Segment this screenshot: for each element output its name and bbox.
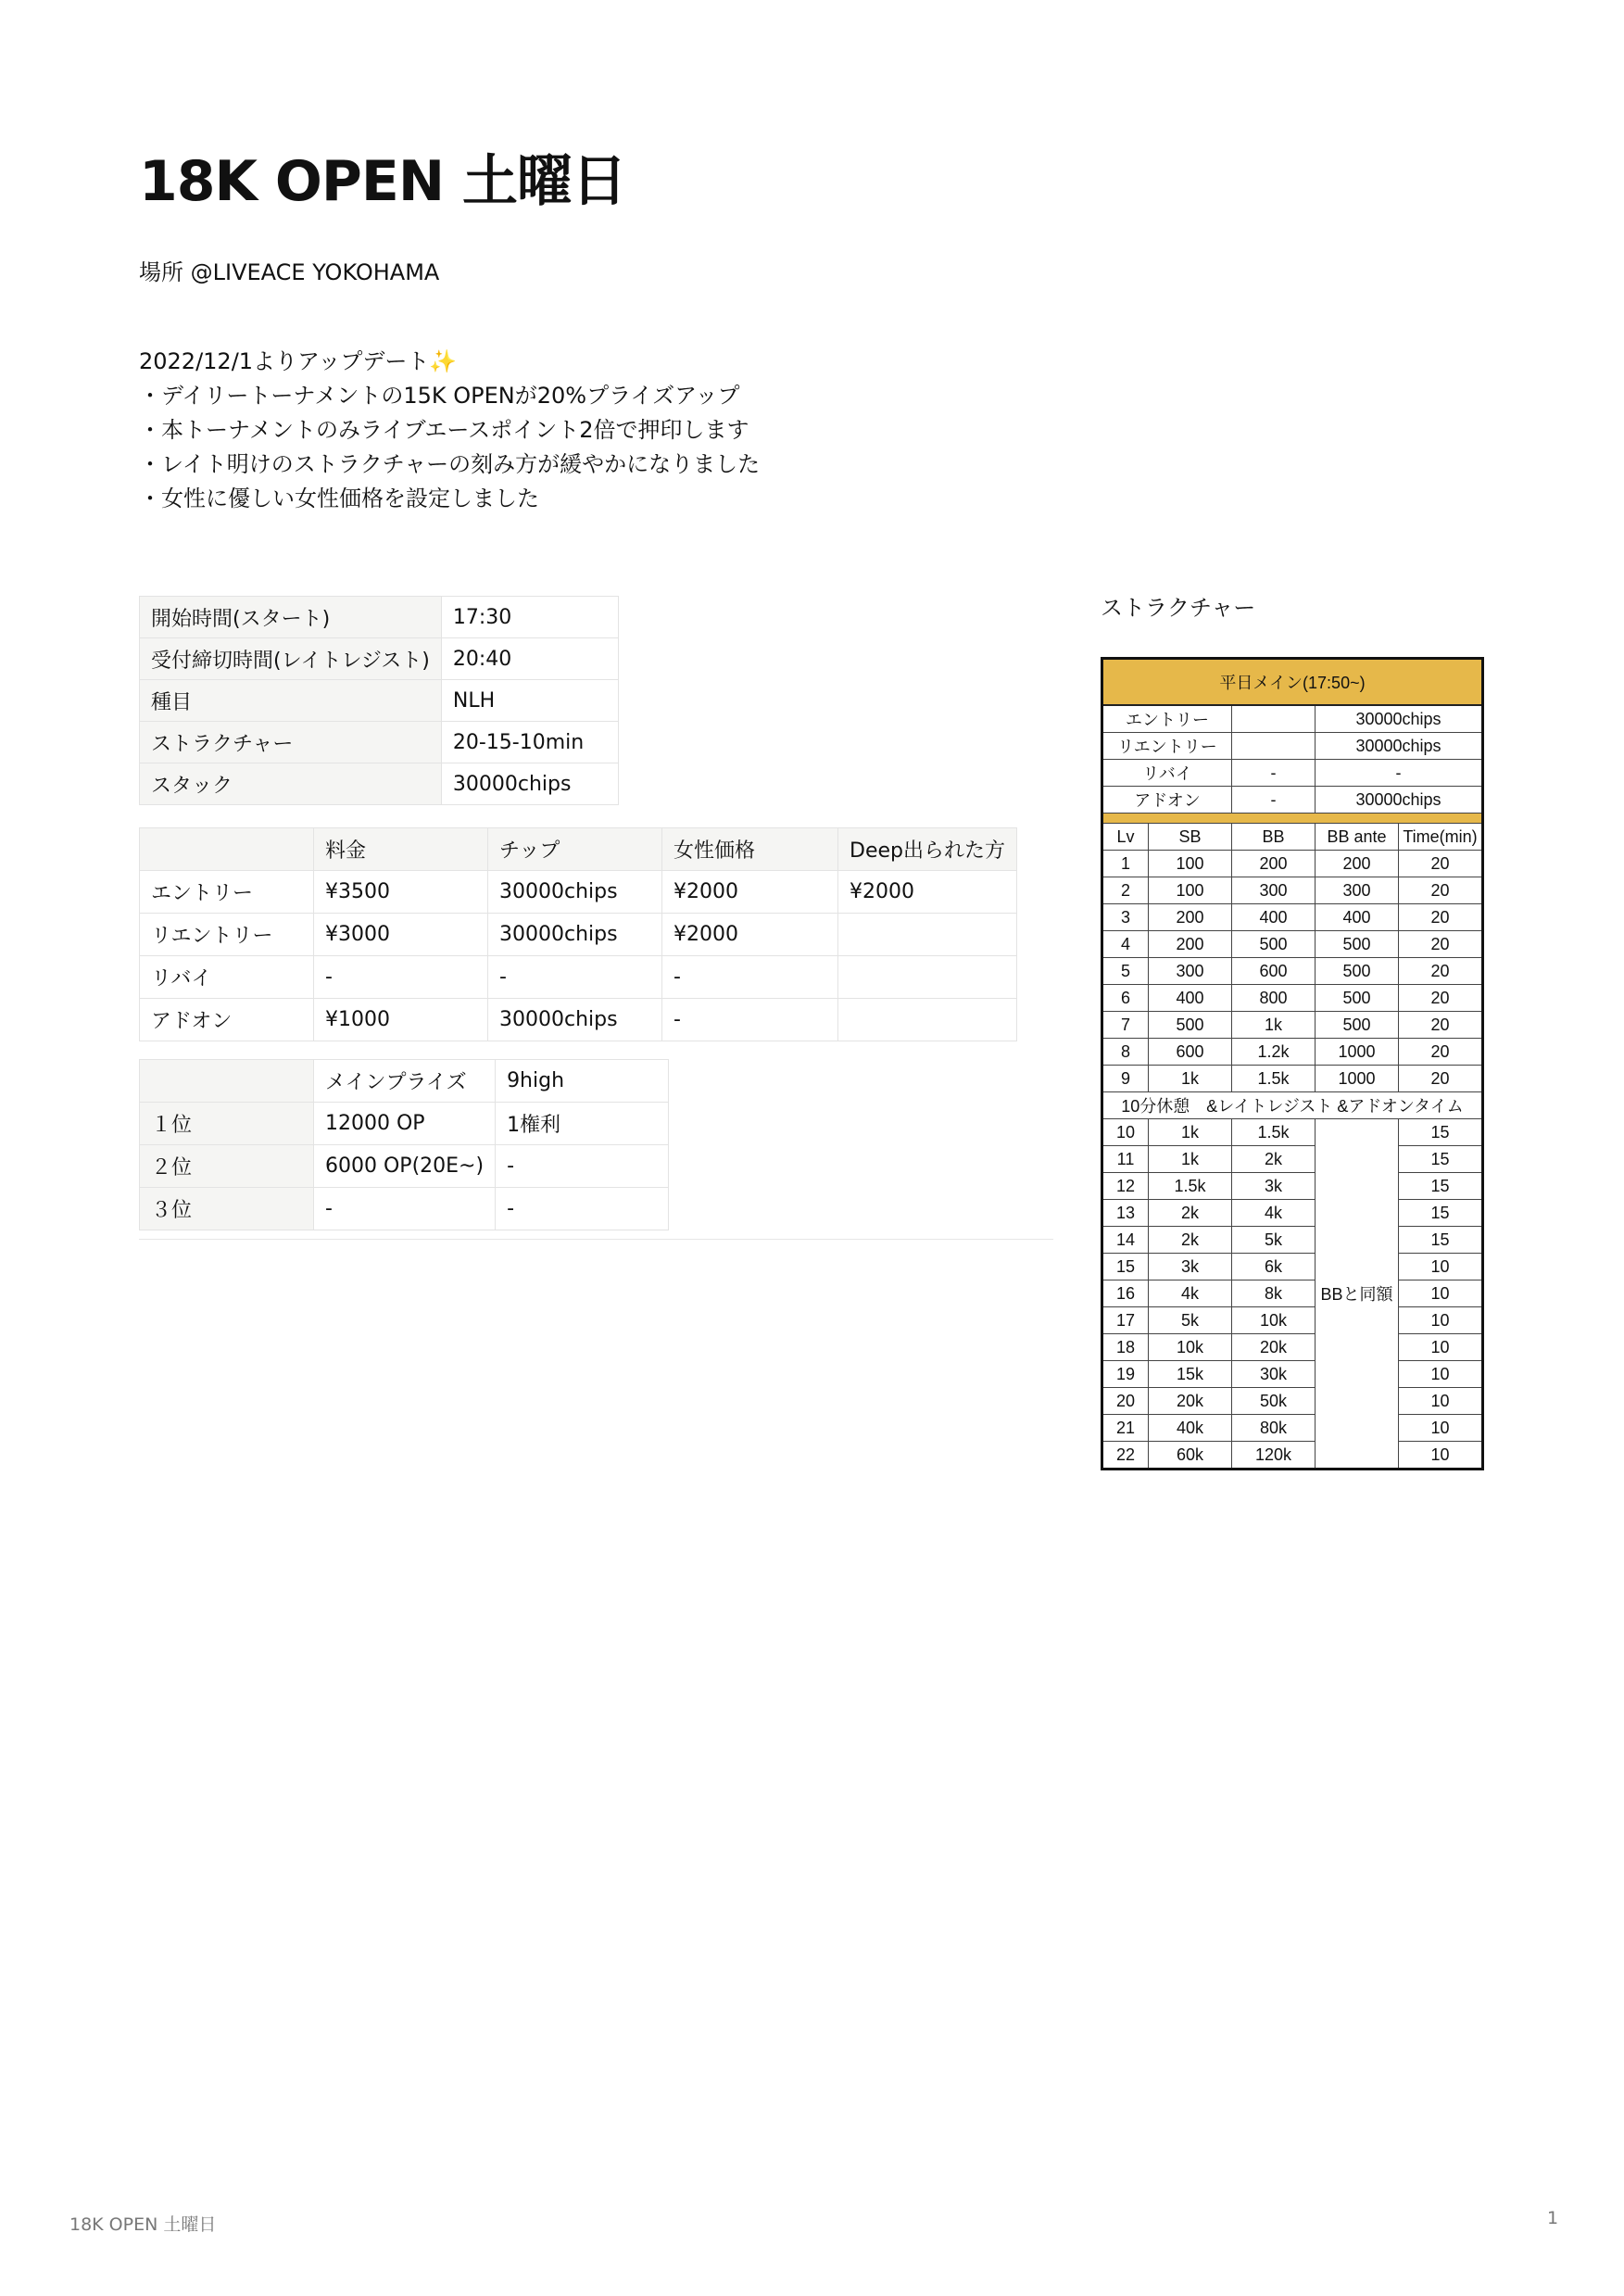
level-cell: 500 [1316, 1012, 1399, 1039]
level-cell: 10 [1399, 1307, 1483, 1334]
table-row [140, 999, 1017, 1041]
level-row [1102, 1280, 1483, 1307]
table-header-row [140, 828, 1017, 871]
summary-value: 17:30 [441, 597, 618, 638]
level-cell: 14 [1102, 1227, 1149, 1254]
entry-label: アドオン [1102, 787, 1232, 814]
level-row [1102, 1361, 1483, 1388]
table-cell: - [662, 999, 838, 1041]
fees-table [139, 827, 1017, 1041]
level-cell: 20 [1399, 904, 1483, 931]
structure-entry-row [1102, 787, 1483, 814]
summary-value: 20-15-10min [441, 722, 618, 763]
entry-cell: 30000chips [1316, 705, 1483, 733]
structure-separator [1102, 814, 1483, 824]
summary-label: 受付締切時間(レイトレジスト) [140, 638, 442, 680]
column-header: BB [1232, 824, 1316, 851]
level-cell: 1k [1149, 1066, 1232, 1092]
level-row [1102, 1227, 1483, 1254]
level-cell: 15 [1102, 1254, 1149, 1280]
table-cell: ¥2000 [662, 871, 838, 914]
level-cell: 800 [1232, 985, 1316, 1012]
level-cell: 1k [1149, 1119, 1232, 1146]
level-row [1102, 985, 1483, 1012]
level-row [1102, 851, 1483, 877]
level-row [1102, 1388, 1483, 1415]
summary-label: 種目 [140, 680, 442, 722]
level-cell: 6k [1232, 1254, 1316, 1280]
level-cell: 20 [1399, 1039, 1483, 1066]
level-cell: 400 [1149, 985, 1232, 1012]
level-cell: 1 [1102, 851, 1149, 877]
summary-label: 開始時間(スタート) [140, 597, 442, 638]
prize-table [139, 1059, 669, 1230]
table-row [140, 763, 619, 805]
level-cell: 1k [1232, 1012, 1316, 1039]
structure-header-row [1102, 824, 1483, 851]
level-cell: 3k [1149, 1254, 1232, 1280]
entry-cell: - [1232, 787, 1316, 814]
note-line: ・本トーナメントのみライブエースポイント2倍で押印します [139, 417, 749, 443]
level-cell: 1000 [1316, 1066, 1399, 1092]
table-cell [838, 956, 1017, 999]
table-cell: - [314, 1188, 496, 1230]
level-cell: 4 [1102, 931, 1149, 958]
level-cell: 500 [1316, 958, 1399, 985]
level-cell: 2k [1149, 1227, 1232, 1254]
table-row [140, 680, 619, 722]
level-cell: 500 [1316, 985, 1399, 1012]
note-line: ・デイリートーナメントの15K OPENが20%プライズアップ [139, 383, 740, 409]
entry-cell [1232, 733, 1316, 760]
location-text: 場所 @LIVEACE YOKOHAMA [139, 259, 440, 285]
level-cell: 19 [1102, 1361, 1149, 1388]
table-row [140, 871, 1017, 914]
level-cell: 300 [1149, 958, 1232, 985]
level-cell: 10 [1399, 1361, 1483, 1388]
column-header: 9high [496, 1060, 669, 1103]
section-divider [139, 1239, 1053, 1240]
level-cell: 16 [1102, 1280, 1149, 1307]
level-cell: 20 [1399, 1012, 1483, 1039]
level-cell: 300 [1232, 877, 1316, 904]
level-cell: 7 [1102, 1012, 1149, 1039]
level-row [1102, 1066, 1483, 1092]
level-cell: 1.2k [1232, 1039, 1316, 1066]
level-row [1102, 1442, 1483, 1470]
structure-heading: ストラクチャー [1101, 595, 1256, 621]
level-cell: 3 [1102, 904, 1149, 931]
column-header: Time(min) [1399, 824, 1483, 851]
summary-label: ストラクチャー [140, 722, 442, 763]
level-row [1102, 1254, 1483, 1280]
table-row [140, 914, 1017, 956]
table-row [140, 1145, 669, 1188]
level-cell: 400 [1232, 904, 1316, 931]
level-cell: 200 [1149, 904, 1232, 931]
table-cell: - [488, 956, 662, 999]
level-cell: 17 [1102, 1307, 1149, 1334]
level-cell: 12 [1102, 1173, 1149, 1200]
level-cell: 120k [1232, 1442, 1316, 1470]
level-cell: 10 [1399, 1388, 1483, 1415]
level-cell: 300 [1316, 877, 1399, 904]
level-cell: 400 [1316, 904, 1399, 931]
level-cell: 200 [1232, 851, 1316, 877]
level-row [1102, 1415, 1483, 1442]
note-line: ・レイト明けのストラクチャーの刻み方が緩やかになりました [139, 451, 761, 477]
entry-cell [1232, 705, 1316, 733]
level-cell: 2k [1149, 1200, 1232, 1227]
column-header [140, 1060, 314, 1103]
level-row [1102, 1200, 1483, 1227]
level-cell: 500 [1316, 931, 1399, 958]
level-cell: 80k [1232, 1415, 1316, 1442]
entry-label: リバイ [1102, 760, 1232, 787]
level-row [1102, 1146, 1483, 1173]
table-cell: 30000chips [488, 914, 662, 956]
level-cell: 10 [1102, 1119, 1149, 1146]
table-cell: ¥3500 [314, 871, 488, 914]
level-row [1102, 931, 1483, 958]
footer-title: 18K OPEN 土曜日 [69, 2214, 217, 2235]
level-cell: 8k [1232, 1280, 1316, 1307]
summary-table [139, 596, 619, 805]
structure-entry-row [1102, 705, 1483, 733]
level-cell: 200 [1149, 931, 1232, 958]
structure-entry-row [1102, 733, 1483, 760]
row-label: １位 [140, 1103, 314, 1145]
level-row [1102, 1307, 1483, 1334]
level-cell: 15 [1399, 1119, 1483, 1146]
level-cell: 500 [1149, 1012, 1232, 1039]
structure-banner-row [1102, 659, 1483, 706]
level-cell: 60k [1149, 1442, 1232, 1470]
summary-value: 20:40 [441, 638, 618, 680]
level-cell: 5k [1232, 1227, 1316, 1254]
summary-label: スタック [140, 763, 442, 805]
page-title: 18K OPEN 土曜日 [139, 149, 626, 214]
entry-cell: 30000chips [1316, 733, 1483, 760]
level-row [1102, 1039, 1483, 1066]
level-row [1102, 904, 1483, 931]
level-cell: 1k [1149, 1146, 1232, 1173]
note-line: 2022/12/1よりアップデート✨ [139, 348, 458, 374]
level-cell: 10 [1399, 1280, 1483, 1307]
table-cell: - [496, 1145, 669, 1188]
break-note: 10分休憩 &レイトレジスト &アドオンタイム [1102, 1092, 1483, 1119]
level-cell: 200 [1316, 851, 1399, 877]
level-cell: 5 [1102, 958, 1149, 985]
level-cell: 8 [1102, 1039, 1149, 1066]
table-cell: - [314, 956, 488, 999]
table-row [140, 722, 619, 763]
table-row [140, 1188, 669, 1230]
row-label: ３位 [140, 1188, 314, 1230]
table-cell [838, 914, 1017, 956]
note-line: ・女性に優しい女性価格を設定しました [139, 486, 539, 511]
level-row [1102, 1173, 1483, 1200]
level-cell: 13 [1102, 1200, 1149, 1227]
level-cell: 18 [1102, 1334, 1149, 1361]
table-row [140, 1103, 669, 1145]
level-cell: 21 [1102, 1415, 1149, 1442]
column-header: BB ante [1316, 824, 1399, 851]
table-cell: 6000 OP(20E~) [314, 1145, 496, 1188]
level-cell: 100 [1149, 877, 1232, 904]
level-row [1102, 1119, 1483, 1146]
table-cell: ¥2000 [838, 871, 1017, 914]
level-cell: 10 [1399, 1442, 1483, 1470]
table-cell: 30000chips [488, 999, 662, 1041]
level-cell: 500 [1232, 931, 1316, 958]
column-header: 女性価格 [662, 828, 838, 871]
level-cell: 20 [1399, 1066, 1483, 1092]
entry-label: エントリー [1102, 705, 1232, 733]
level-row [1102, 877, 1483, 904]
entry-cell: - [1316, 760, 1483, 787]
level-cell: 11 [1102, 1146, 1149, 1173]
ante-merged-cell: BBと同額 [1316, 1119, 1399, 1470]
break-row [1102, 1092, 1483, 1119]
table-cell [838, 999, 1017, 1041]
level-cell: 50k [1232, 1388, 1316, 1415]
level-cell: 15 [1399, 1200, 1483, 1227]
level-cell: 1.5k [1232, 1119, 1316, 1146]
separator-cell [1102, 814, 1483, 824]
level-row [1102, 958, 1483, 985]
level-cell: 20 [1399, 931, 1483, 958]
table-cell: 30000chips [488, 871, 662, 914]
table-cell: 1権利 [496, 1103, 669, 1145]
level-cell: 6 [1102, 985, 1149, 1012]
level-row [1102, 1012, 1483, 1039]
level-cell: 10 [1399, 1254, 1483, 1280]
level-cell: 4k [1149, 1280, 1232, 1307]
level-cell: 15 [1399, 1146, 1483, 1173]
level-cell: 10 [1399, 1334, 1483, 1361]
table-cell: 12000 OP [314, 1103, 496, 1145]
level-cell: 20 [1399, 958, 1483, 985]
level-row [1102, 1334, 1483, 1361]
level-cell: 2 [1102, 877, 1149, 904]
level-cell: 5k [1149, 1307, 1232, 1334]
level-cell: 15k [1149, 1361, 1232, 1388]
level-cell: 20 [1399, 851, 1483, 877]
table-row [140, 956, 1017, 999]
structure-entry-row [1102, 760, 1483, 787]
summary-value: 30000chips [441, 763, 618, 805]
table-cell: - [496, 1188, 669, 1230]
row-label: アドオン [140, 999, 314, 1041]
level-cell: 20 [1102, 1388, 1149, 1415]
level-cell: 4k [1232, 1200, 1316, 1227]
level-cell: 3k [1232, 1173, 1316, 1200]
column-header: チップ [488, 828, 662, 871]
entry-cell: 30000chips [1316, 787, 1483, 814]
level-cell: 600 [1149, 1039, 1232, 1066]
level-cell: 2k [1232, 1146, 1316, 1173]
row-label: ２位 [140, 1145, 314, 1188]
table-cell: ¥2000 [662, 914, 838, 956]
row-label: リバイ [140, 956, 314, 999]
column-header [140, 828, 314, 871]
level-cell: 10k [1232, 1307, 1316, 1334]
column-header: メインプライズ [314, 1060, 496, 1103]
level-cell: 600 [1232, 958, 1316, 985]
level-cell: 20 [1399, 877, 1483, 904]
level-cell: 20k [1149, 1388, 1232, 1415]
structure-table [1101, 657, 1484, 1470]
row-label: エントリー [140, 871, 314, 914]
entry-cell: - [1232, 760, 1316, 787]
level-cell: 20 [1399, 985, 1483, 1012]
table-cell: - [662, 956, 838, 999]
level-cell: 30k [1232, 1361, 1316, 1388]
table-row [140, 597, 619, 638]
level-cell: 10k [1149, 1334, 1232, 1361]
entry-label: リエントリー [1102, 733, 1232, 760]
level-cell: 1.5k [1232, 1066, 1316, 1092]
row-label: リエントリー [140, 914, 314, 956]
column-header: SB [1149, 824, 1232, 851]
update-notes [139, 345, 760, 516]
level-cell: 20k [1232, 1334, 1316, 1361]
level-cell: 1000 [1316, 1039, 1399, 1066]
page-number: 1 [1547, 2208, 1559, 2228]
table-row [140, 638, 619, 680]
level-cell: 15 [1399, 1173, 1483, 1200]
table-cell: ¥1000 [314, 999, 488, 1041]
table-cell: ¥3000 [314, 914, 488, 956]
level-cell: 15 [1399, 1227, 1483, 1254]
column-header: Lv [1102, 824, 1149, 851]
level-cell: 100 [1149, 851, 1232, 877]
structure-banner: 平日メイン(17:50~) [1102, 659, 1483, 706]
level-cell: 9 [1102, 1066, 1149, 1092]
level-cell: 10 [1399, 1415, 1483, 1442]
level-cell: 1.5k [1149, 1173, 1232, 1200]
column-header: Deep出られた方 [838, 828, 1017, 871]
summary-value: NLH [441, 680, 618, 722]
level-cell: 40k [1149, 1415, 1232, 1442]
table-header-row [140, 1060, 669, 1103]
column-header: 料金 [314, 828, 488, 871]
level-cell: 22 [1102, 1442, 1149, 1470]
